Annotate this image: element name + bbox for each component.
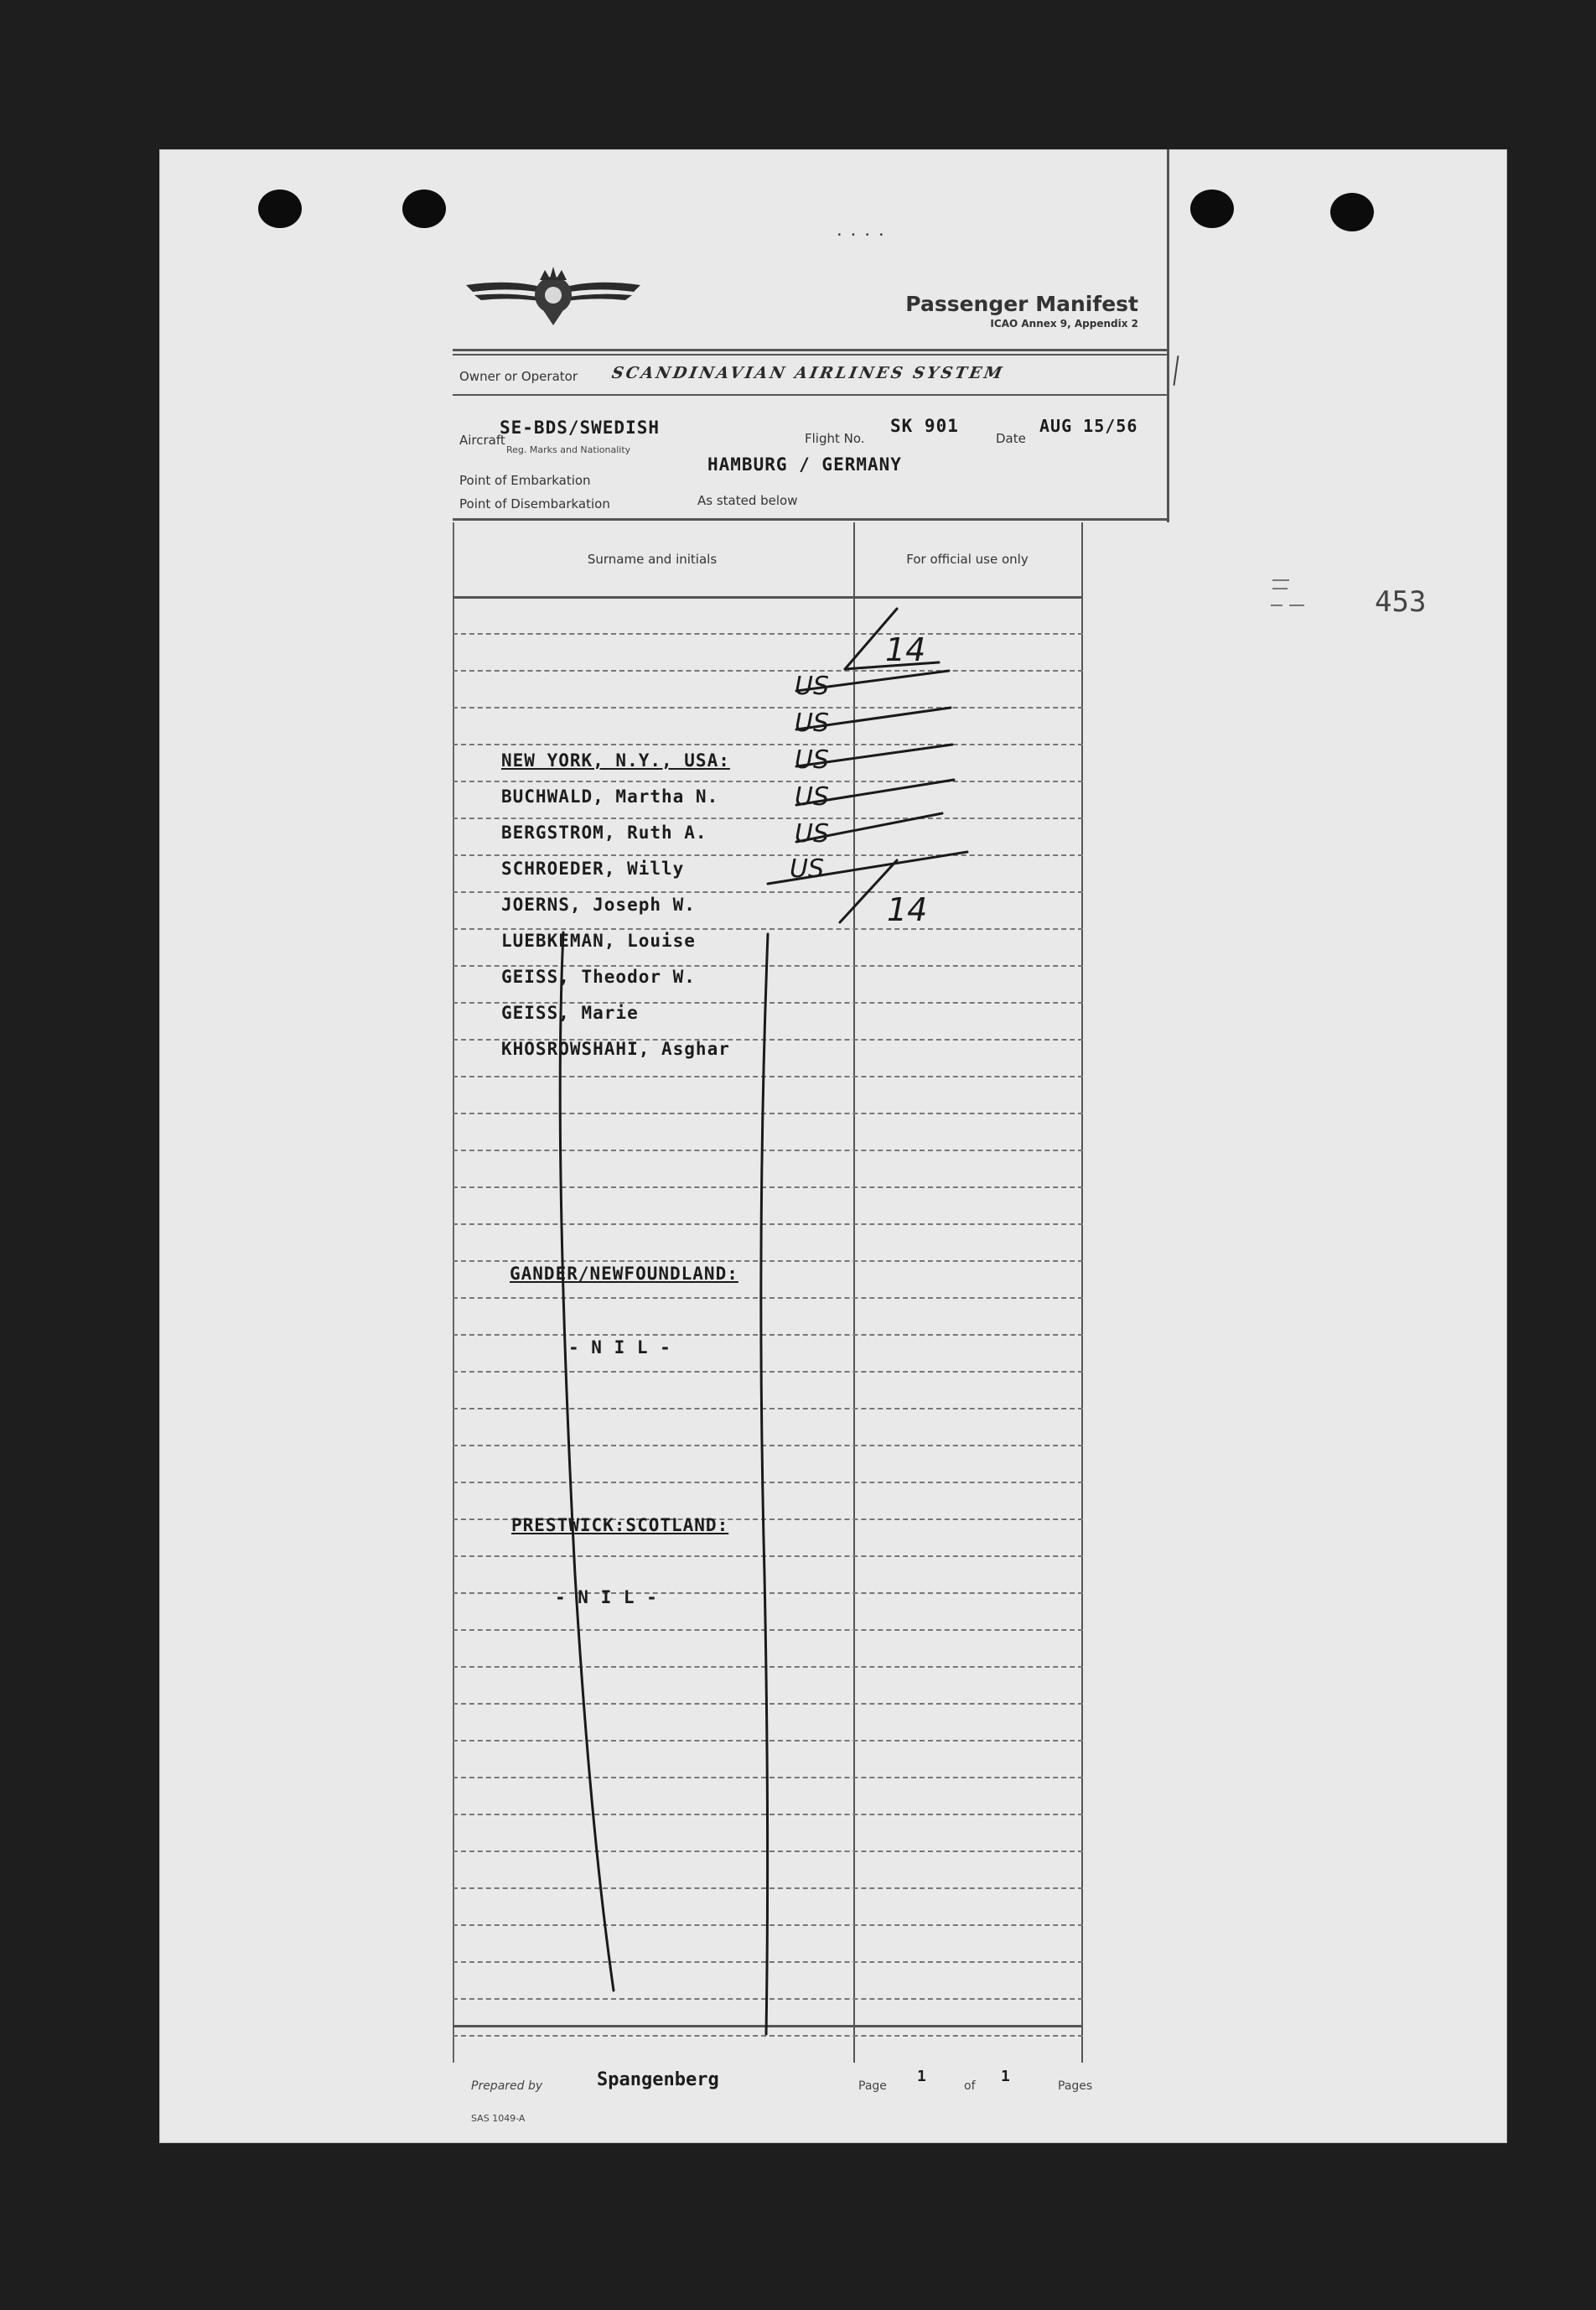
official-annotation: US: [795, 819, 830, 849]
aircraft-value: SE-BDS/SWEDISH: [500, 418, 661, 438]
flight-number-label: Flight No.: [805, 431, 865, 446]
disembarkation-value: As stated below: [697, 493, 798, 508]
form-title-text: Passenger Manifest: [905, 292, 1138, 316]
column-header-names: Surname and initials: [587, 552, 718, 567]
passenger-row: SCHROEDER, Willy: [501, 859, 685, 879]
passenger-row: KHOSROWSHAHI, Asghar: [501, 1039, 730, 1059]
pages-label: Pages: [1058, 2079, 1093, 2093]
passenger-row: JOERNS, Joseph W.: [501, 895, 696, 915]
of-label: of: [964, 2079, 976, 2093]
aircraft-label: Aircraft: [459, 433, 505, 448]
destination-heading-prestwick: PRESTWICK:SCOTLAND:: [511, 1515, 729, 1535]
official-annotation: 14: [885, 631, 926, 668]
form-number: SAS 1049-A: [471, 2113, 526, 2124]
passenger-row: BERGSTROM, Ruth A.: [501, 823, 707, 843]
owner-label: Owner or Operator: [459, 369, 578, 384]
disembarkation-label: Point of Disembarkation: [459, 496, 610, 511]
date-value: AUG 15/56: [1039, 416, 1138, 436]
page-value: 1: [917, 2068, 926, 2085]
of-value: 1: [1001, 2068, 1010, 2085]
embarkation-value: HAMBURG / GERMANY: [707, 454, 902, 475]
date-label: Date: [996, 431, 1026, 446]
handwritten-annotations: [159, 149, 1507, 2143]
passenger-row: BUCHWALD, Martha N.: [501, 786, 719, 807]
flight-number-value: SK 901: [890, 416, 959, 436]
destination-heading-gander: GANDER/NEWFOUNDLAND:: [510, 1264, 738, 1284]
official-annotation: US: [795, 782, 830, 812]
official-annotation: US: [795, 745, 830, 775]
passenger-row: GEISS, Theodor W.: [501, 967, 696, 987]
official-annotation: US: [795, 709, 830, 738]
passenger-row: GEISS, Marie: [501, 1003, 639, 1023]
passenger-row: LUEBKEMAN, Louise: [501, 931, 696, 951]
page-label: Page: [858, 2079, 887, 2093]
form-subtitle-text: ICAO Annex 9, Appendix 2: [990, 318, 1138, 330]
nil-entry: - N I L -: [555, 1587, 658, 1607]
prepared-by-label: Prepared by: [471, 2079, 543, 2093]
owner-value: SCANDINAVIAN AIRLINES SYSTEM: [610, 364, 1006, 382]
column-header-official: For official use only: [906, 552, 1029, 567]
prepared-by-value: Spangenberg: [597, 2069, 719, 2090]
official-annotation: US: [795, 672, 830, 701]
manifest-sheet: [159, 149, 1507, 2143]
official-annotation: US: [790, 854, 825, 884]
embarkation-label: Point of Embarkation: [459, 473, 591, 488]
aircraft-sublabel: Reg. Marks and Nationality: [506, 444, 631, 455]
margin-page-number: 453: [1375, 585, 1427, 619]
nil-entry: - N I L -: [568, 1337, 671, 1357]
destination-heading-new-york: NEW YORK, N.Y., USA:: [501, 750, 730, 771]
official-annotation: 14: [887, 891, 928, 928]
decorative-dots: ....: [837, 218, 893, 241]
